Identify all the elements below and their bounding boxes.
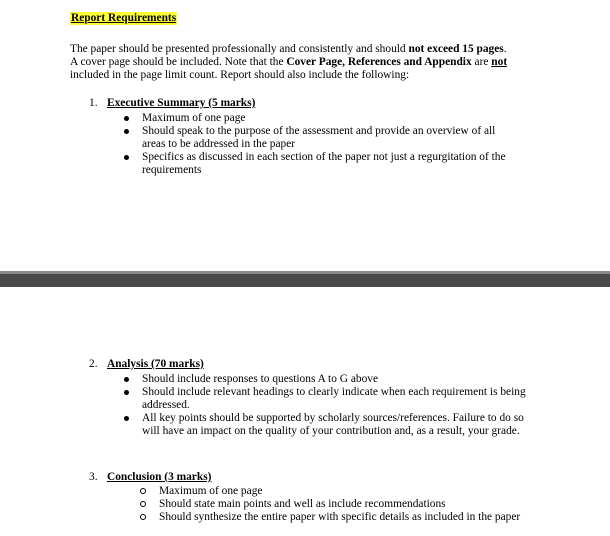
intro-paragraph: [70, 43, 545, 82]
intro-line-3: included in the page limit count. Report should also include the following:: [70, 69, 410, 81]
list-item: Should include responses to questions A to G above: [120, 373, 540, 386]
analysis-list: [120, 373, 540, 438]
section-conclusion-heading: 3. Conclusion (3 marks): [89, 471, 212, 483]
list-item: Should synthesize the entire paper with specific details as included in the paper: [137, 511, 529, 524]
list-item: Should include relevant headings to clearly indicate when each requirement is being addressed.: [120, 386, 527, 412]
conclusion-list: [137, 485, 527, 524]
document-page-2: [0, 287, 610, 536]
list-item: Maximum of one page: [137, 485, 527, 498]
section-analysis-heading: 2. Analysis (70 marks): [89, 358, 204, 370]
list-item: Maximum of one page: [120, 112, 520, 125]
report-requirements-heading: Report Requirements: [71, 12, 177, 24]
list-item: Specifics as discussed in each section of the paper not just a regurgitation of the requirements: [120, 151, 542, 177]
intro-line-1: The paper should be presented professionally and consistently and should not exceed 15 pages.: [70, 43, 507, 55]
section-executive-summary-heading: 1. Executive Summary (5 marks): [89, 97, 256, 109]
page-break-divider: [0, 271, 610, 287]
list-item: All key points should be supported by scholarly sources/references. Failure to do so will have an impact on the quality of your contribution and, as a result, your grade.: [120, 412, 542, 438]
intro-line-2: A cover page should be included. Note that the Cover Page, References and Appendix are not: [70, 56, 508, 68]
list-item: Should state main points and well as include recommendations: [137, 498, 527, 511]
executive-summary-list: [120, 112, 520, 177]
list-item: Should speak to the purpose of the assessment and provide an overview of all areas to be addressed in the paper: [120, 125, 512, 151]
